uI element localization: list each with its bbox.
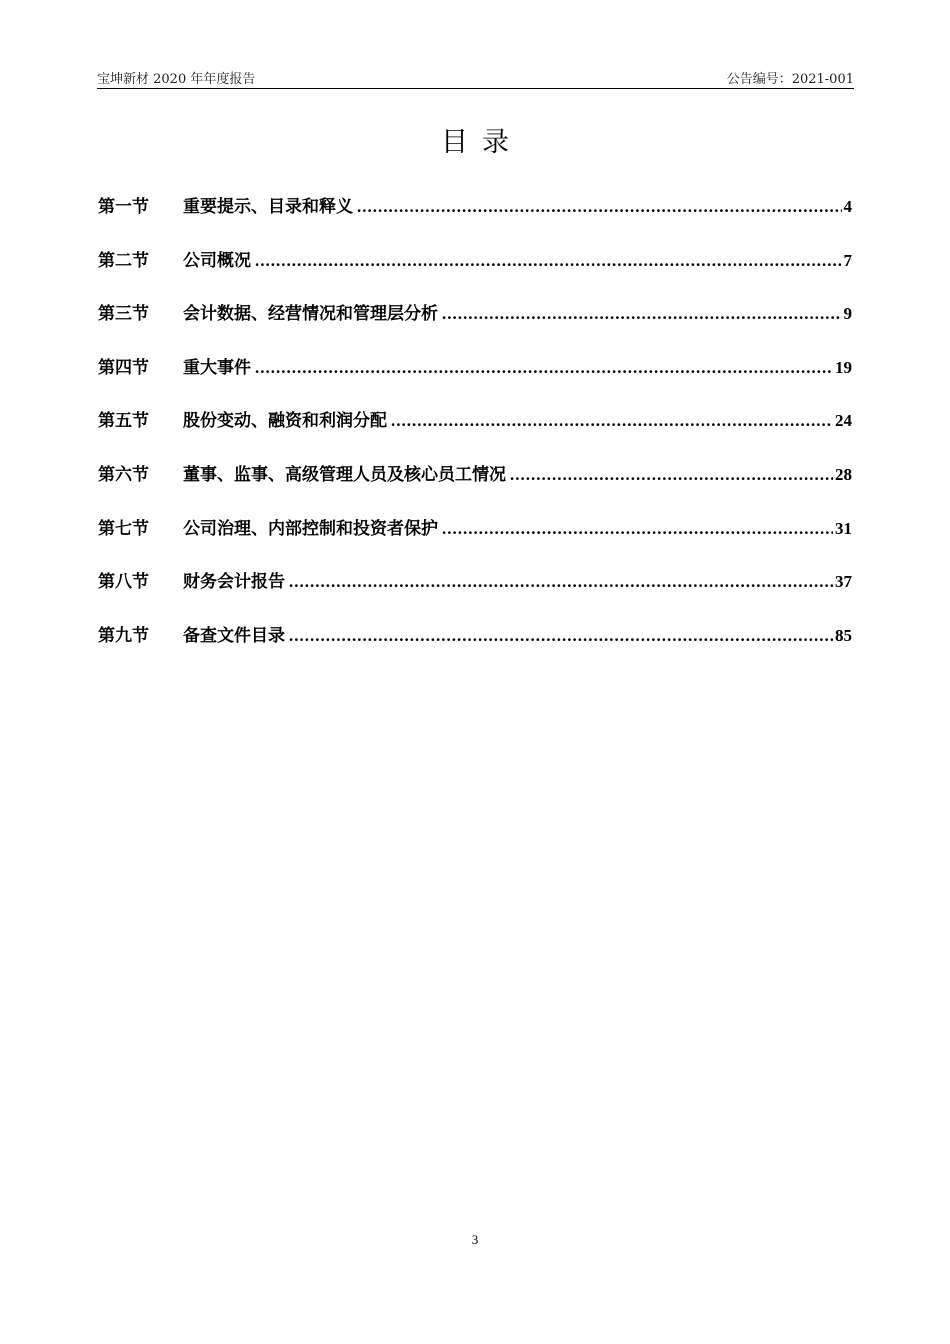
toc-section-title: 财务会计报告: [183, 572, 285, 593]
toc-section-label: 第八节: [98, 572, 149, 593]
toc-dot-leader: [357, 190, 842, 224]
toc-section-title: 重要提示、目录和释义: [183, 197, 353, 217]
toc-section-label: 第六节: [98, 464, 149, 485]
toc-dot-leader: [289, 565, 833, 599]
toc-section-title: 公司治理、内部控制和投资者保护: [183, 518, 438, 539]
header-announcement-number: 公告编号：2021-001: [726, 72, 854, 87]
toc-entry[interactable]: [98, 244, 852, 298]
page-header: [97, 66, 854, 89]
toc-page-number: 19: [835, 357, 852, 377]
toc-page-number: 37: [835, 572, 852, 592]
toc-page-number: 31: [835, 518, 852, 538]
toc-section-title: 董事、监事、高级管理人员及核心员工情况: [183, 464, 506, 485]
toc-section-title: 备查文件目录: [183, 625, 285, 646]
toc-section-label: 第九节: [98, 625, 149, 646]
toc-section-label: 第四节: [98, 357, 149, 378]
toc-dot-leader: [289, 619, 833, 653]
toc-section-title: 股份变动、融资和利润分配: [183, 411, 387, 432]
toc-entry[interactable]: [98, 351, 852, 405]
toc-section-title: 会计数据、经营情况和管理层分析: [183, 304, 438, 325]
toc-dot-leader: [255, 351, 833, 385]
toc-dot-leader: [391, 404, 833, 438]
header-report-name: 宝坤新材 2020 年年度报告: [97, 72, 256, 87]
toc-page-number: 24: [835, 411, 852, 431]
toc-title: 目录: [441, 127, 523, 158]
toc-page-number: 85: [835, 625, 852, 645]
toc-entry[interactable]: [98, 458, 852, 512]
toc-entry[interactable]: [98, 619, 852, 673]
toc-section-label: 第七节: [98, 518, 149, 539]
toc-entry[interactable]: [98, 512, 852, 566]
toc-dot-leader: [510, 458, 833, 492]
table-of-contents: [98, 190, 852, 672]
toc-section-label: 第二节: [98, 250, 149, 271]
toc-section-label: 第五节: [98, 411, 149, 432]
toc-entry[interactable]: [98, 565, 852, 619]
toc-entry[interactable]: [98, 190, 852, 244]
toc-page-number: 9: [843, 304, 852, 324]
toc-dot-leader: [255, 244, 842, 278]
toc-page-number: 4: [843, 197, 852, 216]
toc-entry[interactable]: [98, 297, 852, 351]
page-number: 3: [471, 1232, 479, 1247]
toc-page-number: 7: [843, 250, 852, 270]
toc-entry[interactable]: [98, 404, 852, 458]
toc-dot-leader: [442, 297, 842, 331]
toc-section-title: 公司概况: [183, 250, 251, 271]
toc-section-label: 第一节: [98, 197, 149, 217]
toc-section-label: 第三节: [98, 304, 149, 325]
toc-page-number: 28: [835, 464, 852, 484]
toc-dot-leader: [442, 512, 833, 546]
toc-section-title: 重大事件: [183, 357, 251, 378]
